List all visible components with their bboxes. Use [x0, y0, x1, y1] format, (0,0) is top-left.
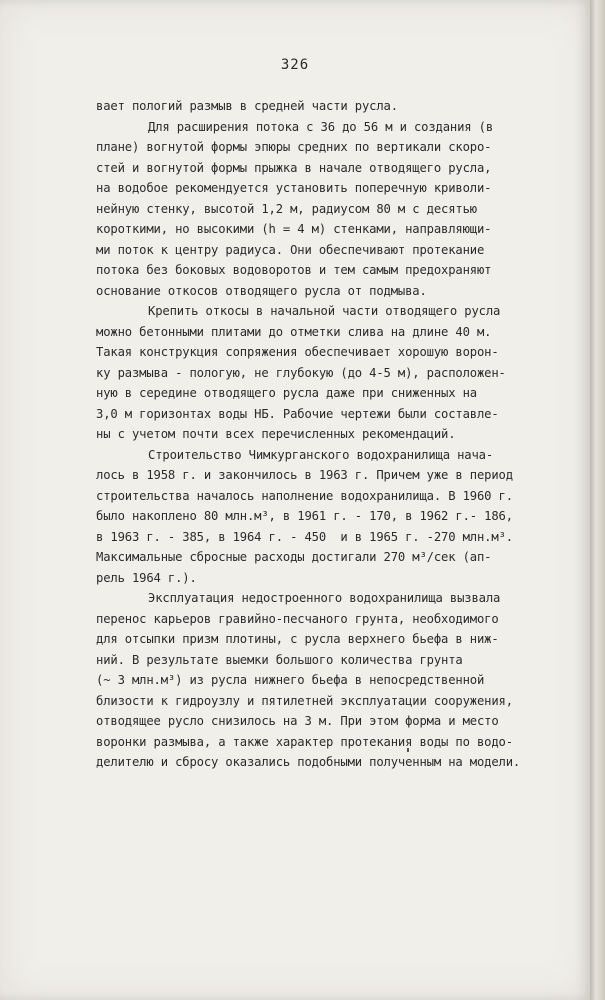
text-line: 3,0 м горизонтах воды НБ. Рабочие чертежи были составле-	[96, 406, 499, 421]
text-line: воронки размыва, а также характер протекания воды по водо-	[96, 734, 513, 749]
text-line: ную в середине отводящего русла даже при сниженных на	[96, 386, 477, 400]
body-text	[96, 96, 520, 773]
ink-speck	[407, 748, 409, 752]
text-line: перенос карьеров гравийно-песчаного грунта, необходимого	[96, 611, 499, 626]
text-line: короткими, но высокими (h = 4 м) стенками, направляющи-	[96, 222, 492, 236]
text-line: отводящее русло снизилось на 3 м. При этом форма и место	[96, 714, 499, 728]
text-line: на водобое рекомендуется установить поперечную криволи-	[96, 181, 492, 195]
text-line: потока без боковых водоворотов и тем самым предохраняют	[96, 263, 492, 277]
text-line: лось в 1958 г. и закончилось в 1963 г. Причем уже в период	[96, 468, 513, 482]
text-line: ний. В результате выемки большого количества грунта	[96, 652, 463, 667]
text-line: (~ 3 млн.м³) из русла нижнего бьефа в непосредственной	[96, 673, 485, 687]
text-line: основание откосов отводящего русла от подмыва.	[96, 283, 427, 298]
page-edge	[590, 0, 605, 1000]
text-line: плане) вогнутой формы эпюры средних по вертикали скоро-	[96, 140, 492, 154]
text-line: строительства началось наполнение водохранилища. В 1960 г.	[96, 488, 513, 503]
page-number: 326	[280, 57, 310, 73]
text-line: Строительство Чимкурганского водохранилища нача-	[148, 447, 493, 462]
text-line: для отсыпки призм плотины, с русла верхнего бьефа в ниж-	[96, 632, 499, 646]
text-line: в 1963 г. - 385, в 1964 г. - 450 и в 1965 г. -270 млн.м³.	[96, 529, 513, 544]
text-line: можно бетонными плитами до отметки слива на длине 40 м.	[96, 324, 492, 339]
text-line: ны с учетом почти всех перечисленных рекомендаций.	[96, 427, 456, 441]
text-line: рель 1964 г.).	[96, 570, 197, 585]
text-line: Такая конструкция сопряжения обеспечивает хорошую ворон-	[96, 345, 499, 359]
text-line: ми поток к центру радиуса. Они обеспечивают протекание	[96, 242, 485, 257]
text-line: близости к гидроузлу и пятилетней эксплуатации сооружения,	[96, 693, 513, 708]
text-line: было накоплено 80 млн.м³, в 1961 г. - 170, в 1962 г.- 186,	[96, 509, 513, 523]
text-line: вает пологий размыв в средней части русла.	[96, 99, 398, 113]
text-line: Максимальные сбросные расходы достигали 270 м³/сек (ап-	[96, 550, 492, 564]
text-line: нейную стенку, высотой 1,2 м, радиусом 80 м с десятью	[96, 201, 477, 216]
text-line: ку размыва - пологую, не глубокую (до 4-5 м), расположен-	[96, 365, 506, 380]
text-line: делителю и сбросу оказались подобными полученным на модели.	[96, 755, 521, 769]
text-line: Эксплуатация недостроенного водохранилища вызвала	[148, 591, 501, 605]
text-line: Для расширения потока с 36 до 56 м и создания (в	[148, 119, 493, 134]
text-line: стей и вогнутой формы прыжка в начале отводящего русла,	[96, 160, 492, 175]
text-line: Крепить откосы в начальной части отводящего русла	[148, 304, 501, 318]
